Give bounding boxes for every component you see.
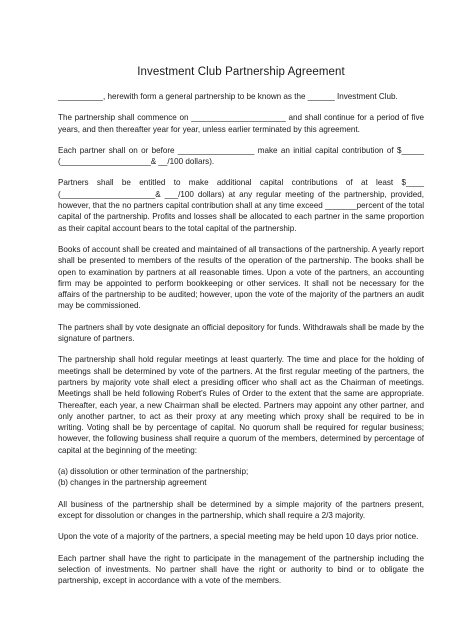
paragraph-commencement: The partnership shall commence on _____________________ and shall continue for a period of five years, and then thereafter year for year, unless earlier terminated by this agreement. (58, 113, 424, 134)
paragraph-partnership-formation: __________, herewith form a general partnership to be known as the ______ Investment Club. (58, 92, 398, 101)
paragraph-partner-rights: Each partner shall have the right to participate in the management of the partnership including the selection of investments. No partner shall have the right or authority to bind or to obligate the partnership, except in accordance with a vote of the members. (58, 553, 424, 586)
list-item-agreement-changes: (b) changes in the partnership agreement (58, 478, 207, 488)
document-title: Investment Club Partnership Agreement (137, 66, 345, 78)
paragraph-additional-contributions: Partners shall be entitled to make additional capital contributions of at least $____ (_____________________& ___/100 dollars) at any regular meeting of the partnership, provided, however, that the no partners capital contribution shall at any time exceed _______percent of the total capital of the partnership. Profits and losses shall be allocated to each partner in the same proportion as their capital account bears to the total capital of the partnership. (58, 178, 424, 233)
paragraph-special-meeting: Upon the vote of a majority of the partners, a special meeting may be held upon 10 days prior notice. (58, 532, 419, 542)
paragraph-simple-majority: All business of the partnership shall be determined by a simple majority of the partners present, except for dissolution or changes in the partnership, which shall require a 2/3 majority. (58, 499, 424, 520)
paragraph-initial-contribution: Each partner shall on or before _________________ make an initial capital contribution of $_____ (____________________& __/100 dollars). (58, 145, 424, 167)
paragraph-depository: The partners shall by vote designate an official depository for funds. Withdrawals shall be made by the signature of partners. (58, 322, 424, 344)
list-item-dissolution: (a) dissolution or other termination of the partnership; (58, 467, 249, 477)
paragraph-books-of-account: Books of account shall be created and maintained of all transactions of the partnership. A yearly report shall be presented to members of the results of the operation of the partnership. The books shall be open to examination by partners at all reasonable times. Upon a vote of the partners, an accounting firm may be appointed to perform bookkeeping or other services. It shall not be necessary for the affairs of the partnership to be audited; however, upon the vote of the majority of the partners an audit may be commissioned. (58, 244, 424, 311)
paragraph-meetings: The partnership shall hold regular meetings at least quarterly. The time and place for the holding of meetings shall be determined by vote of the partners. At the first regular meeting of the partners, the partners by majority vote shall elect a presiding officer who shall act as the Chairman of meetings. Meetings shall be held following Robert's Rules of Order to the extent that the same are appropriate. Thereafter, each year, a new Chairman shall be elected. Partners may appoint any other partner, and only another partner, to act as their proxy at any meeting which proxy shall be required to be in writing. Voting shall be by percentage of capital. No quorum shall be required for regular business; however, the following business shall require a quorum of the members, determined by percentage of capital at the beginning of the meeting: (58, 355, 424, 455)
